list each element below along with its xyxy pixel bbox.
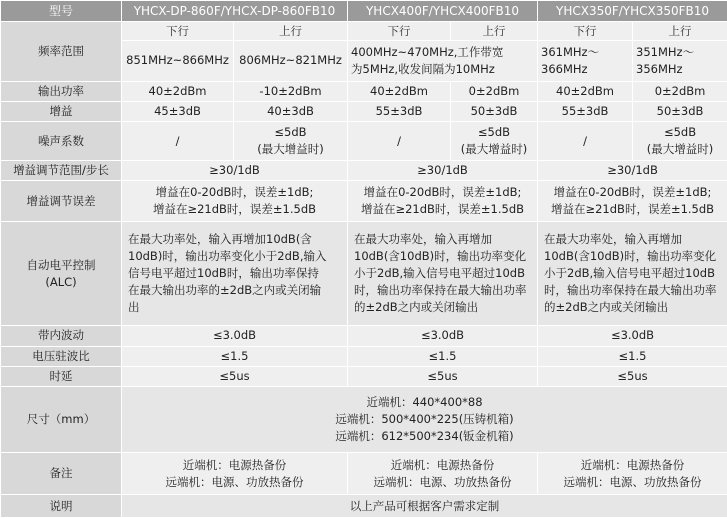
note-label: 备注	[1, 452, 122, 495]
alc-label-line1: 自动电平控制	[26, 257, 96, 272]
m2-up-label: 上行	[451, 22, 538, 40]
remark-value: 以上产品可根据客户需求定制	[122, 495, 727, 518]
noise-m3-up-line1: ≤5dB	[663, 125, 697, 140]
alc-label-line2: (ALC)	[45, 274, 77, 289]
gain-error-m1	[122, 181, 348, 222]
alc-m3: 在最大功率处，输入再增加10dB(含10dB)时，输出功率变化小于2dB,输入信号电平超过10dB时，输出功率保持在最大输出功率的±2dB之内或关闭输出	[538, 222, 727, 326]
size-line1: 近端机：440*400*88	[366, 395, 483, 410]
alc-m2: 在最大功率处，输入再增加10dB(含10dB)时，输出功率变化小于2dB,输入信号电平超过10dB时，输出功率保持在最大输出功率的±2dB之内或关闭输出	[348, 222, 538, 326]
header-row	[1, 1, 727, 22]
gain-m1-up: 40±3dB	[234, 101, 348, 121]
gain-range-label: 增益调节范围/步长	[1, 161, 122, 181]
gain-m2-down: 55±3dB	[348, 101, 451, 121]
noise-m1-up	[234, 122, 348, 161]
gain-error-row	[1, 181, 727, 222]
gain-error-m2-line2: 增益在≥21dB时，误差±1.5dB	[360, 202, 525, 217]
noise-m2-down: /	[348, 122, 451, 161]
noise-m2-up-line1: ≤5dB	[477, 125, 511, 140]
ripple-m1: ≤3.0dB	[122, 326, 348, 346]
noise-label: 噪声系数	[1, 122, 122, 161]
gain-m1-down: 45±3dB	[122, 101, 234, 121]
gain-error-m2	[348, 181, 538, 222]
noise-m3-up	[633, 122, 727, 161]
size-line3: 远端机：612*500*234(钣金机箱)	[335, 429, 514, 444]
gain-error-m1-line2: 增益在≥21dB时，误差±1.5dB	[152, 202, 317, 217]
size-line2: 远端机：500*400*225(压铸机箱)	[335, 412, 514, 427]
note-m2-line2: 远端机：电源、功放热备份	[373, 474, 512, 489]
note-m2-line1: 近端机：电源热备份	[390, 457, 495, 472]
power-m2-down: 40±2dBm	[348, 81, 451, 101]
gain-error-label: 增益调节误差	[1, 181, 122, 222]
remark-row	[1, 495, 727, 518]
noise-m2-up-line2: (最大增益时)	[460, 142, 528, 157]
model-3-header: YHCX350F/YHCX350FB10	[538, 1, 727, 22]
alc-m1: 在最大功率处，输入再增加10dB(含10dB)时，输出功率变化小于2dB,输入信号电平超过10dB时，输出功率保持在最大输出功率的±2dB之内或关闭输出	[122, 222, 348, 326]
note-row	[1, 452, 727, 495]
vswr-m3: ≤1.5	[538, 346, 727, 366]
power-m1-down: 40±2dBm	[122, 81, 234, 101]
gain-error-m1-line1: 增益在0-20dB时，误差±1dB;	[155, 185, 314, 200]
note-m3	[538, 452, 727, 495]
freq-m3-down-line2: 366MHz	[541, 61, 588, 76]
freq-m1-down: 851MHz~866MHz	[122, 40, 234, 81]
vswr-m2: ≤1.5	[348, 346, 538, 366]
ripple-m3: ≤3.0dB	[538, 326, 727, 346]
noise-row	[1, 122, 727, 161]
note-m1-line2: 远端机：电源、功放热备份	[165, 474, 304, 489]
gain-m2-up: 50±3dB	[451, 101, 538, 121]
freq-m3-up-line1: 351MHz～	[636, 44, 695, 59]
noise-m1-up-line2: (最大增益时)	[257, 142, 324, 157]
power-m1-up: -10±2dBm	[234, 81, 348, 101]
freq-m2-line1: 400MHz~470MHz,工作带宽	[351, 44, 504, 59]
m3-down-label: 下行	[538, 22, 633, 40]
size-label: 尺寸（mm）	[1, 387, 122, 452]
gain-m3-down: 55±3dB	[538, 101, 633, 121]
noise-m1-up-line1: ≤5dB	[274, 125, 307, 140]
ripple-label: 带内波动	[1, 326, 122, 346]
model-label: 型号	[1, 1, 122, 22]
gain-range-m3: ≥30/1dB	[538, 161, 727, 181]
delay-row	[1, 367, 727, 387]
gain-label: 增益	[1, 101, 122, 121]
m3-up-label: 上行	[633, 22, 727, 40]
note-m3-line1: 近端机：电源热备份	[580, 457, 685, 472]
power-label: 输出功率	[1, 81, 122, 101]
alc-row	[1, 222, 727, 326]
noise-m3-down: /	[538, 122, 633, 161]
power-row	[1, 81, 727, 101]
delay-m1: ≤5us	[122, 367, 348, 387]
gain-error-m3	[538, 181, 727, 222]
alc-label	[1, 222, 122, 326]
gain-error-m2-line1: 增益在0-20dB时，误差±1dB;	[363, 185, 522, 200]
gain-error-m3-line2: 增益在≥21dB时，误差±1.5dB	[550, 202, 715, 217]
noise-m2-up	[451, 122, 538, 161]
freq-label: 频率范围	[1, 22, 122, 81]
noise-m1-down: /	[122, 122, 234, 161]
ripple-m2: ≤3.0dB	[348, 326, 538, 346]
freq-m3-up-line2: 356MHz	[636, 61, 683, 76]
note-m2	[348, 452, 538, 495]
vswr-m1: ≤1.5	[122, 346, 348, 366]
remark-label: 说明	[1, 495, 122, 518]
freq-m3-down	[538, 40, 633, 81]
power-m2-up: 0±2dBm	[451, 81, 538, 101]
freq-m1-up: 806MHz~821MHz	[234, 40, 348, 81]
gain-m3-up: 50±3dB	[633, 101, 727, 121]
m1-up-label: 上行	[234, 22, 348, 40]
direction-row	[1, 22, 727, 40]
ripple-row	[1, 326, 727, 346]
vswr-row	[1, 346, 727, 366]
delay-label: 时延	[1, 367, 122, 387]
model-2-header: YHCX400F/YHCX400FB10	[348, 1, 538, 22]
freq-m3-up	[633, 40, 727, 81]
note-m3-line2: 远端机：电源、功放热备份	[563, 474, 702, 489]
size-value	[122, 387, 727, 452]
freq-m2	[348, 40, 538, 81]
freq-m3-down-line1: 361MHz～	[541, 44, 600, 59]
gain-range-row	[1, 161, 727, 181]
gain-row	[1, 101, 727, 121]
power-m3-down: 40±2dBm	[538, 81, 633, 101]
vswr-label: 电压驻波比	[1, 346, 122, 366]
gain-range-m2: ≥30/1dB	[348, 161, 538, 181]
m1-down-label: 下行	[122, 22, 234, 40]
size-row	[1, 387, 727, 452]
delay-m3: ≤5us	[538, 367, 727, 387]
gain-range-m1: ≥30/1dB	[122, 161, 348, 181]
delay-m2: ≤5us	[348, 367, 538, 387]
note-m1	[122, 452, 348, 495]
freq-m2-line2: 为5MHz,收发间隔为10MHz	[351, 61, 495, 76]
note-m1-line1: 近端机：电源热备份	[182, 457, 287, 472]
model-1-header: YHCX-DP-860F/YHCX-DP-860FB10	[122, 1, 348, 22]
gain-error-m3-line1: 增益在0-20dB时，误差±1dB;	[553, 185, 712, 200]
noise-m3-up-line2: (最大增益时)	[646, 142, 714, 157]
m2-down-label: 下行	[348, 22, 451, 40]
power-m3-up: 0±2dBm	[633, 81, 727, 101]
